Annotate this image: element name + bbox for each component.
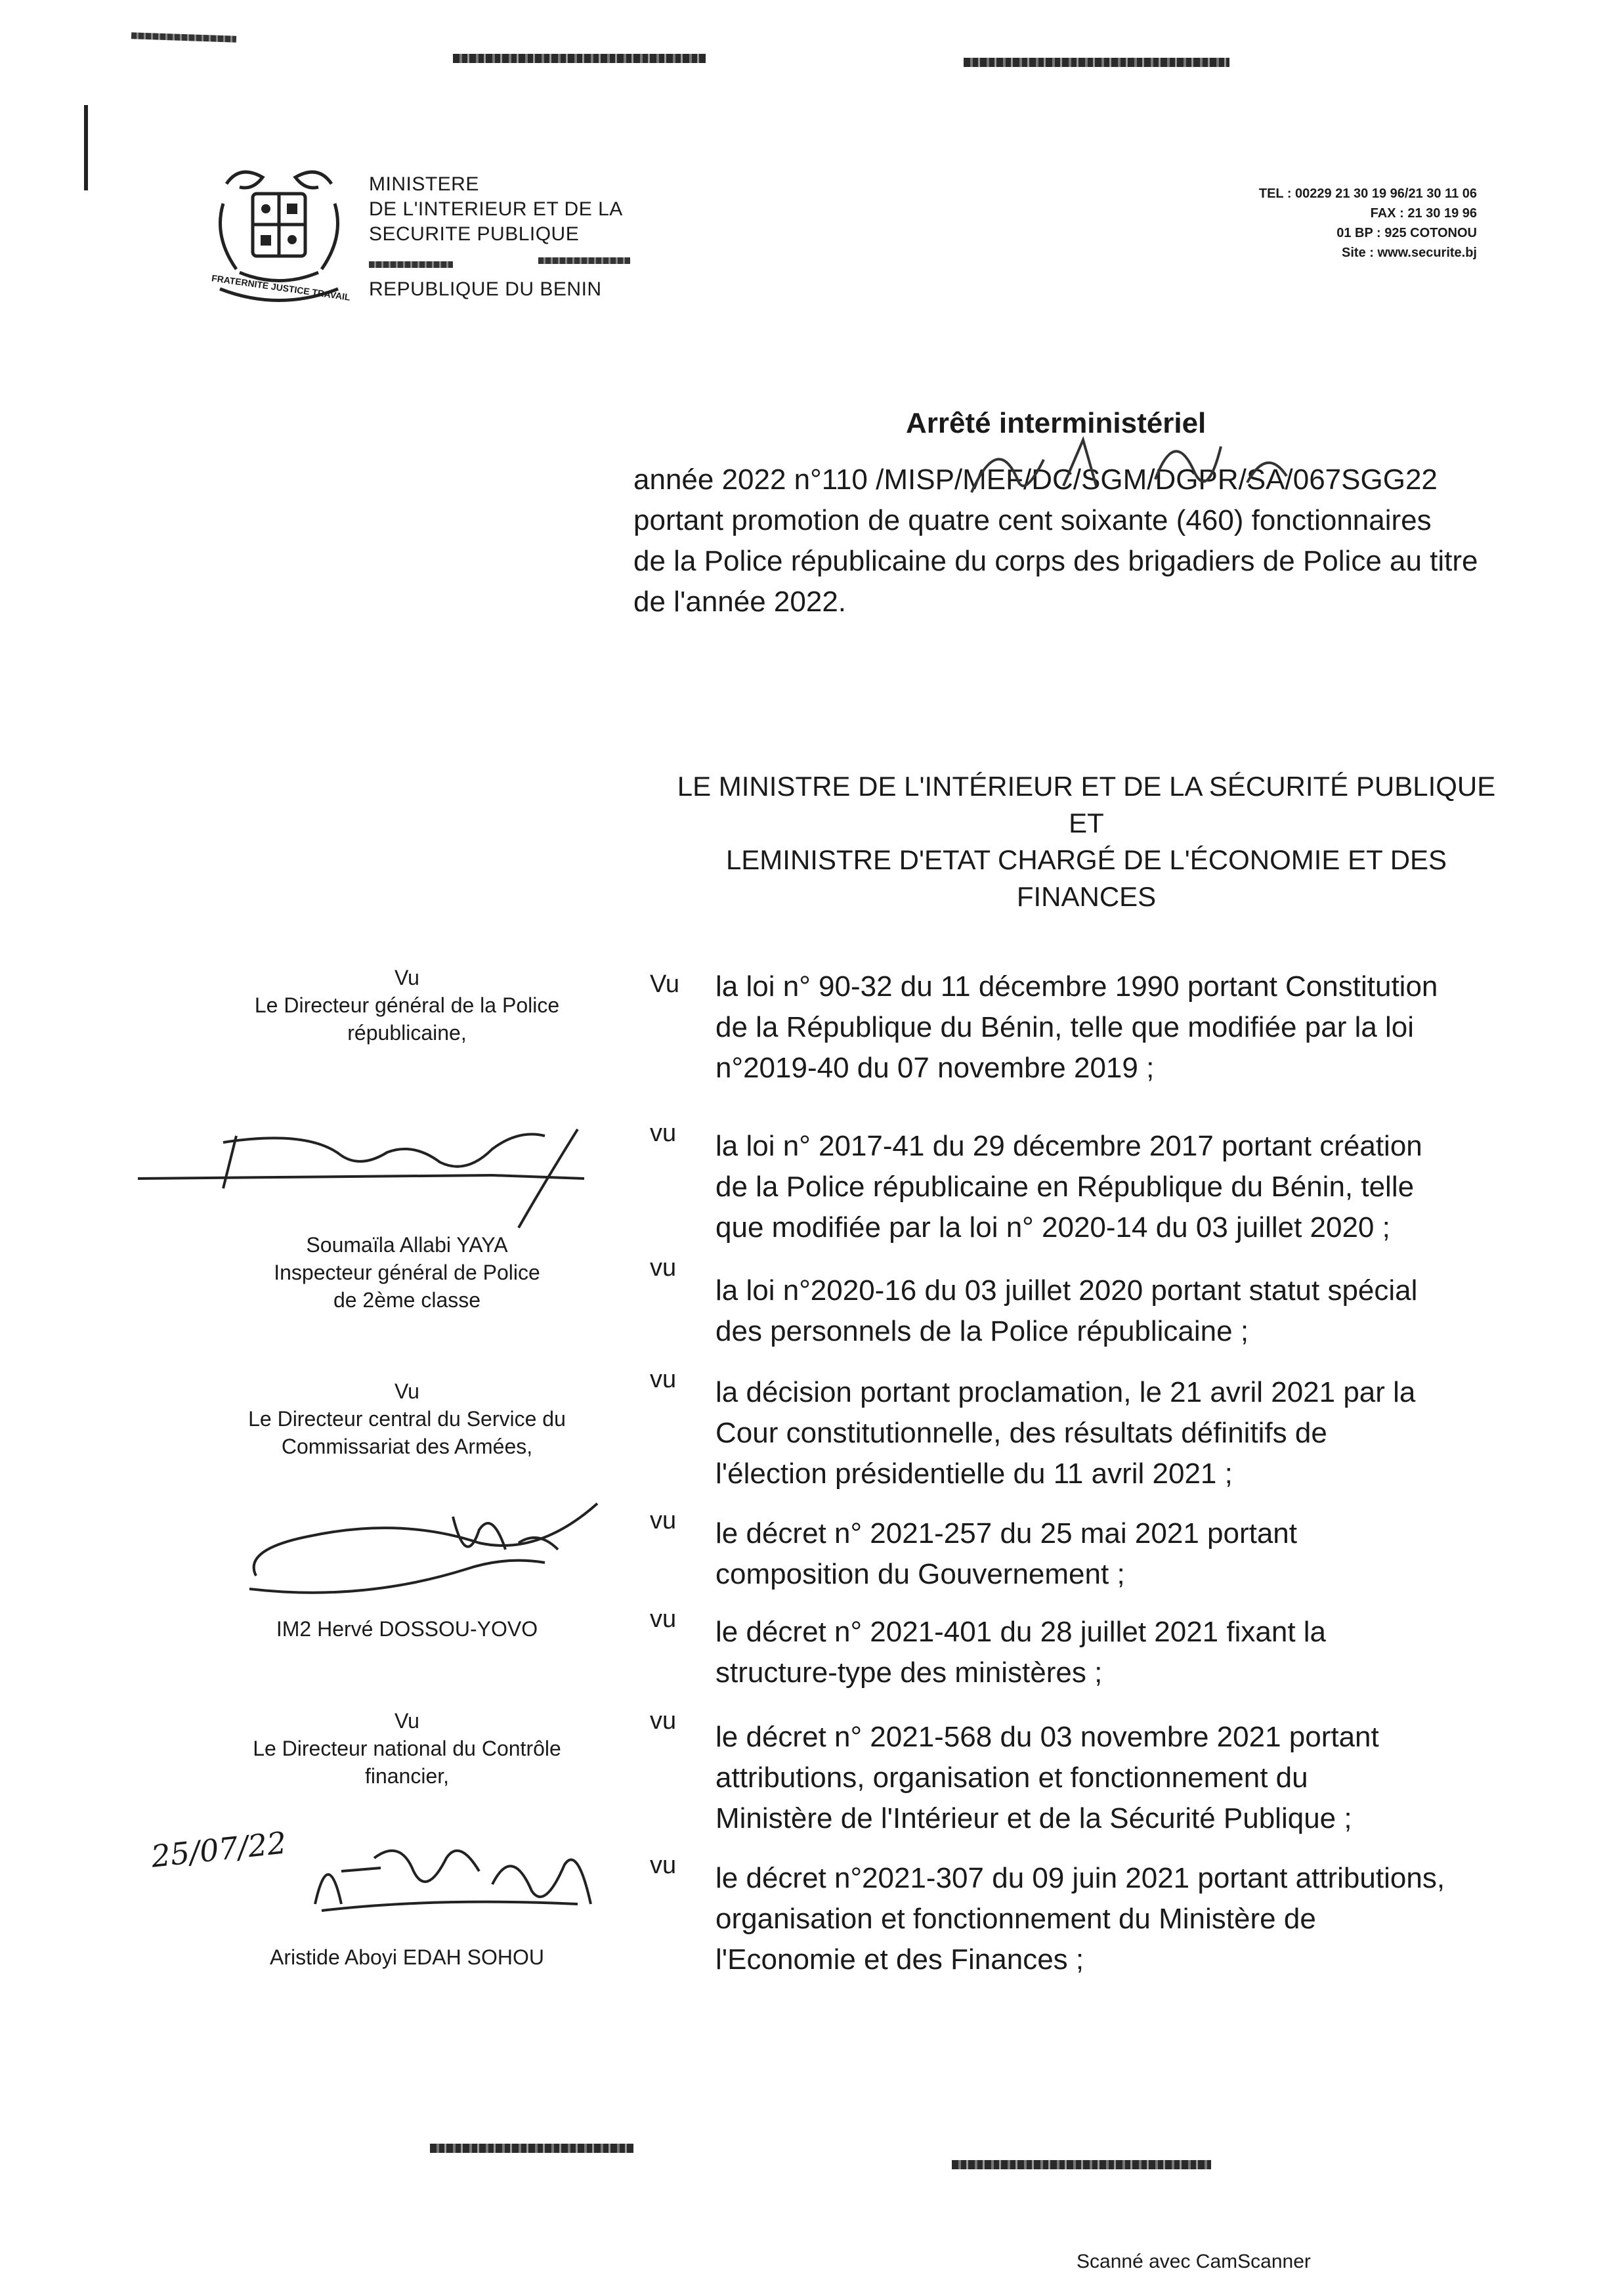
decree-title: Arrêté interministériel <box>906 407 1206 439</box>
signatory-role: Le Directeur national du Contrôle <box>253 1737 561 1760</box>
scanner-watermark: Scanné avec CamScanner <box>1077 2251 1311 2272</box>
scan-artifact <box>430 2144 633 2153</box>
ministry-line: MINISTERE <box>369 173 479 195</box>
signature-3 <box>302 1832 610 1930</box>
ministry-line: DE L'INTERIEUR ET DE LA <box>369 198 623 220</box>
signatory-vu: Vu <box>395 966 419 989</box>
signatory-block-1 <box>197 964 617 1047</box>
signatory-block-3-name <box>197 1943 617 1971</box>
signatory-name: Soumaïla Allabi YAYA <box>306 1233 508 1257</box>
heading-line: LE MINISTRE DE L'INTÉRIEUR ET DE LA SÉCURITÉ PUBLIQUE <box>677 771 1496 802</box>
signatory-block-2 <box>197 1377 617 1460</box>
ministry-name <box>369 172 623 247</box>
clause-line: de la Police républicaine en République du Bénin, telle <box>715 1171 1415 1203</box>
heading-line: LEMINISTRE D'ETAT CHARGÉ DE L'ÉCONOMIE ET DES <box>725 844 1447 875</box>
clause <box>715 1270 1510 1352</box>
decree-number: année 2022 n°110 /MISP/MEF/DC/SGM/DGPR/SA/067SGG22 <box>633 464 1438 496</box>
clause-line: le décret n° 2021-257 du 25 mai 2021 portant <box>715 1517 1297 1549</box>
clause <box>715 1126 1510 1248</box>
clause-line: la décision portant proclamation, le 21 avril 2021 par la <box>715 1376 1416 1408</box>
ministry-line: SECURITE PUBLIQUE <box>369 223 580 245</box>
signatory-role: républicaine, <box>347 1021 467 1045</box>
scan-artifact <box>131 32 236 43</box>
scan-artifact <box>952 2160 1211 2169</box>
decree-subject-line: portant promotion de quatre cent soixante (460) fonctionnaires <box>633 504 1432 536</box>
heading-line: FINANCES <box>1016 881 1157 912</box>
clause <box>715 1612 1510 1693</box>
contact-fax: FAX : 21 30 19 96 <box>1370 206 1477 221</box>
clause-line: des personnels de la Police républicaine ; <box>715 1315 1249 1347</box>
signatory-name: Aristide Aboyi EDAH SOHOU <box>270 1945 544 1969</box>
clause-line: de la République du Bénin, telle que modifiée par la loi <box>715 1011 1415 1043</box>
contact-tel: TEL : 00229 21 30 19 96/21 30 11 06 <box>1258 186 1477 201</box>
clause-line: l'élection présidentielle du 11 avril 2021 ; <box>715 1458 1233 1490</box>
clause-line: structure-type des ministères ; <box>715 1657 1103 1689</box>
clause-line: le décret n° 2021-401 du 28 juillet 2021 fixant la <box>715 1616 1327 1648</box>
contact-info <box>1077 184 1477 263</box>
scan-artifact <box>453 54 706 63</box>
clause-line: n°2019-40 du 07 novembre 2019 ; <box>715 1052 1155 1084</box>
clause-vu: vu <box>650 1507 677 1534</box>
clause-vu: Vu <box>650 970 680 998</box>
clause-line: Ministère de l'Intérieur et de la Sécurité Publique ; <box>715 1802 1352 1834</box>
decree-subject-line: de l'année 2022. <box>633 586 847 618</box>
clause-vu: vu <box>650 1254 677 1282</box>
signatory-title: de 2ème classe <box>333 1288 481 1312</box>
clause <box>715 1513 1510 1595</box>
clause-line: la loi n° 2017-41 du 29 décembre 2017 portant création <box>715 1130 1422 1162</box>
clause-vu: vu <box>650 1605 677 1633</box>
signatory-block-3 <box>197 1707 617 1790</box>
clause-line: l'Economie et des Finances ; <box>715 1943 1084 1976</box>
clause-line: la loi n°2020-16 du 03 juillet 2020 portant statut spécial <box>715 1274 1418 1307</box>
clause-line: que modifiée par la loi n° 2020-14 du 03 juillet 2020 ; <box>715 1211 1390 1244</box>
signatory-name: IM2 Hervé DOSSOU-YOVO <box>276 1617 538 1641</box>
clause-line: la loi n° 90-32 du 11 décembre 1990 portant Constitution <box>715 970 1438 1003</box>
clause <box>715 966 1510 1089</box>
clause-line: le décret n°2021-307 du 09 juin 2021 portant attributions, <box>715 1862 1445 1894</box>
signatory-title: Inspecteur général de Police <box>274 1261 540 1284</box>
signature-1 <box>125 1116 624 1234</box>
decree-heading <box>630 768 1543 915</box>
scan-artifact <box>964 58 1229 67</box>
clause-line: le décret n° 2021-568 du 03 novembre 2021 portant <box>715 1721 1379 1753</box>
clause-line: attributions, organisation et fonctionnement du <box>715 1762 1308 1794</box>
clause <box>715 1858 1510 1980</box>
clause-vu: vu <box>650 1852 677 1879</box>
flag-stripe <box>369 261 453 268</box>
clause <box>715 1372 1510 1494</box>
contact-bp: 01 BP : 925 COTONOU <box>1336 226 1477 240</box>
signatory-vu: Vu <box>395 1709 419 1733</box>
signature-2 <box>230 1490 624 1615</box>
clause-vu: vu <box>650 1119 677 1147</box>
motto: FRATERNITE JUSTICE TRAVAIL <box>211 272 351 303</box>
signatory-role: Commissariat des Armées, <box>281 1435 533 1458</box>
signatory-vu: Vu <box>395 1379 419 1403</box>
signatory-role: financier, <box>364 1764 450 1788</box>
scan-artifact <box>84 105 88 190</box>
handwritten-initials <box>958 420 1300 512</box>
decree-subject-line: de la Police républicaine du corps des brigadiers de Police au titre <box>633 545 1478 577</box>
clause <box>715 1717 1510 1839</box>
clause-vu: vu <box>650 1707 677 1735</box>
contact-site: Site : www.securite.bj <box>1342 246 1477 260</box>
signatory-role: Le Directeur central du Service du <box>248 1407 566 1431</box>
signatory-block-1-name <box>197 1231 617 1314</box>
signatory-role: Le Directeur général de la Police <box>254 993 560 1017</box>
clause-line: organisation et fonctionnement du Ministère de <box>715 1903 1316 1935</box>
signatory-block-2-name <box>197 1615 617 1643</box>
heading-line: ET <box>1069 808 1104 838</box>
country-name: REPUBLIQUE DU BENIN <box>369 278 602 300</box>
clause-line: composition du Gouvernement ; <box>715 1558 1125 1590</box>
clause-line: Cour constitutionnelle, des résultats définitifs de <box>715 1417 1327 1449</box>
handwritten-date: 25/07/22 <box>149 1825 288 1874</box>
clause-vu: vu <box>650 1366 677 1393</box>
flag-stripe <box>538 257 630 264</box>
